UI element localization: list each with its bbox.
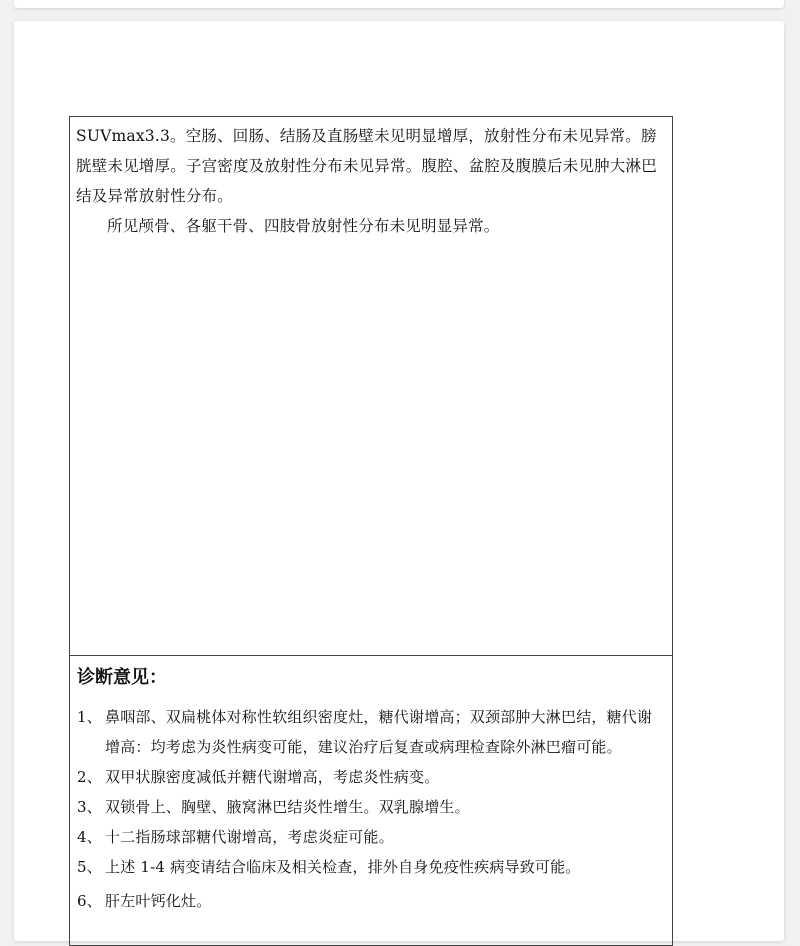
findings-paragraph: SUVmax3.3。空肠、回肠、结肠及直肠壁未见明显增厚，放射性分布未见异常。膀胱壁未见增厚。子宫密度及放射性分布未见异常。腹腔、盆腔及腹膜后未见肿大淋巴结及异常放射性分布。 (76, 127, 657, 205)
diagnosis-item (77, 886, 666, 916)
diagnosis-item-number: 3、 (77, 798, 102, 816)
diagnosis-item (77, 702, 666, 762)
diagnosis-item (77, 852, 666, 882)
findings-paragraph: 所见颅骨、各躯干骨、四肢骨放射性分布未见明显异常。 (107, 217, 500, 235)
diagnosis-item-number: 2、 (77, 768, 102, 786)
diagnosis-item-number: 1、 (77, 708, 102, 726)
diagnosis-item-text: 双锁骨上、胸壁、腋窝淋巴结炎性增生。双乳腺增生。 (105, 798, 470, 816)
findings-section (70, 117, 672, 656)
document-page (14, 21, 784, 941)
report-table (69, 116, 673, 946)
diagnosis-item (77, 762, 666, 792)
diagnosis-section (70, 656, 672, 916)
diagnosis-item-number: 4、 (77, 828, 102, 846)
previous-page-edge (14, 0, 784, 8)
diagnosis-item-text: 肝左叶钙化灶。 (105, 892, 212, 910)
diagnosis-item-text: 十二指肠球部糖代谢增高，考虑炎症可能。 (105, 828, 394, 846)
diagnosis-item (77, 792, 666, 822)
diagnosis-item-number: 6、 (77, 892, 102, 910)
diagnosis-item-text: 双甲状腺密度减低并糖代谢增高，考虑炎性病变。 (105, 768, 440, 786)
diagnosis-item (77, 822, 666, 852)
diagnosis-title: 诊断意见： (77, 667, 167, 688)
diagnosis-item-text: 鼻咽部、双扁桃体对称性软组织密度灶，糖代谢增高；双颈部肿大淋巴结，糖代谢增高：均考虑为炎性病变可能，建议治疗后复查或病理检查除外淋巴瘤可能。 (105, 708, 653, 756)
diagnosis-item-text: 上述 1-4 病变请结合临床及相关检查，排外自身免疫性疾病导致可能。 (105, 858, 581, 876)
diagnosis-item-number: 5、 (77, 858, 102, 876)
